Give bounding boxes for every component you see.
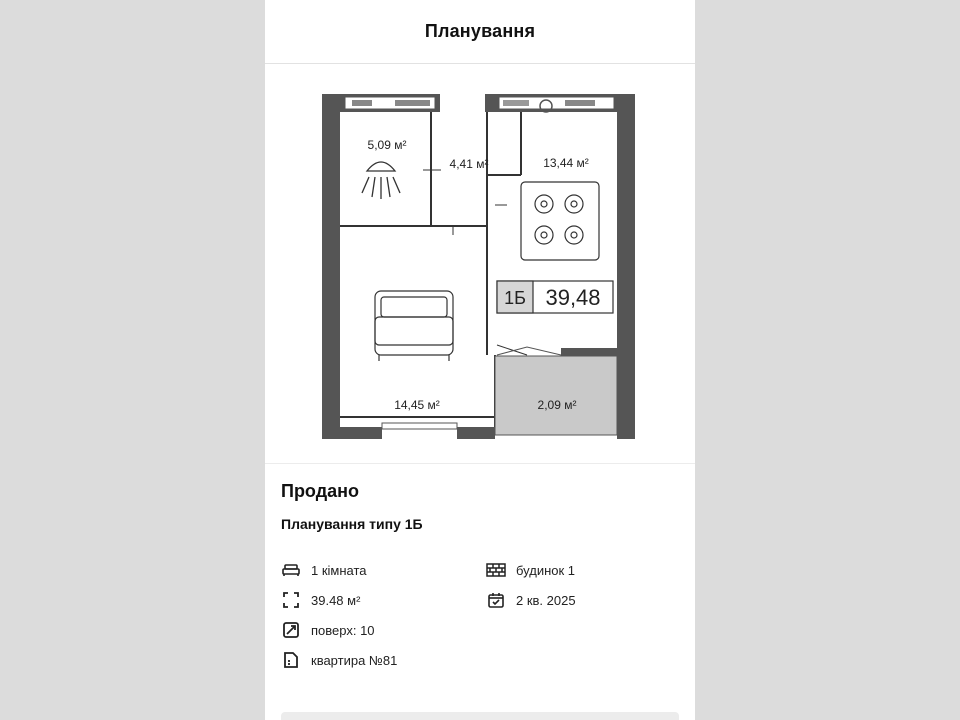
shower-icon (362, 162, 400, 199)
plan-type-label: 1Б (504, 288, 526, 308)
floor-plan[interactable] (265, 65, 695, 463)
apartment-card (265, 0, 695, 720)
room-area-bathroom: 5,09 м² (367, 138, 407, 152)
bottom-card-edge (281, 712, 679, 720)
wall-bottom-mid (457, 427, 495, 439)
detail-floor (281, 620, 375, 640)
calendar-icon (486, 590, 506, 610)
detail-text: квартира №81 (311, 652, 398, 668)
detail-completion (486, 590, 576, 610)
detail-text: будинок 1 (516, 562, 576, 578)
room-area-kitchen: 13,44 м² (543, 156, 589, 170)
area-icon (281, 590, 301, 610)
wall-left (322, 94, 340, 439)
bed-drawing-icon (375, 291, 453, 361)
detail-rooms (281, 560, 367, 580)
sale-status: Продано (281, 481, 359, 501)
detail-text: 2 кв. 2025 (516, 592, 576, 608)
wall-bottom-left (322, 427, 382, 439)
plan-total-area: 39,48 (545, 285, 601, 310)
detail-text: поверх: 10 (311, 622, 375, 638)
room-area-bedroom: 14,45 м² (394, 398, 440, 412)
section-divider (265, 463, 695, 464)
wall-right (617, 94, 635, 439)
document-icon (281, 650, 301, 670)
floor-plan-drawing (265, 65, 695, 463)
detail-text: 39.48 м² (311, 592, 361, 608)
detail-building (486, 560, 575, 580)
detail-area (281, 590, 360, 610)
page-title: Планування (424, 21, 536, 41)
balcony-area (495, 356, 617, 435)
page-header (265, 0, 695, 64)
building-icon (486, 560, 506, 580)
room-area-corridor: 4,41 м² (449, 157, 489, 171)
detail-text: 1 кімната (311, 562, 367, 578)
detail-apartment (281, 650, 397, 670)
stove-icon (521, 182, 599, 260)
plan-type-title: Планування типу 1Б (281, 516, 423, 532)
bed-icon (281, 560, 301, 580)
stairs-icon (281, 620, 301, 640)
room-area-balcony: 2,09 м² (537, 398, 577, 412)
